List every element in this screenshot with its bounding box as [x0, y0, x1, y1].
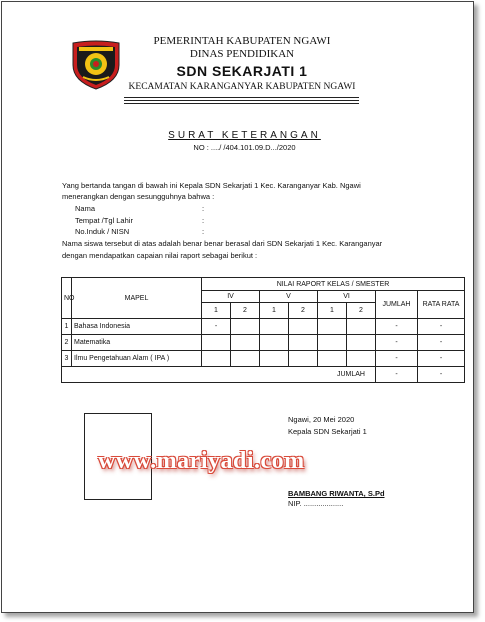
row-score — [202, 351, 231, 367]
sign-name: BAMBANG RIWANTA, S.Pd — [288, 489, 385, 498]
document-number: NO : ..../ /404.101.09.D.../2020 — [193, 143, 296, 152]
header-mapel: MAPEL — [72, 278, 202, 319]
row-no: 3 — [62, 351, 72, 367]
row-mapel: Matematika — [72, 335, 202, 351]
total-jumlah: - — [376, 367, 418, 383]
row-rata: - — [418, 319, 465, 335]
header-class-iv: IV — [202, 291, 260, 303]
row-rata: - — [418, 335, 465, 351]
header-semester: 2 — [347, 303, 376, 319]
total-rata: - — [418, 367, 465, 383]
row-score — [289, 351, 318, 367]
row-score: - — [202, 319, 231, 335]
header-semester: 1 — [202, 303, 231, 319]
row-score — [289, 319, 318, 335]
row-score — [347, 319, 376, 335]
row-score — [318, 335, 347, 351]
row-score — [347, 335, 376, 351]
row-rata: - — [418, 351, 465, 367]
divider — [124, 97, 359, 98]
kop-line-1: PEMERINTAH KABUPATEN NGAWI — [153, 35, 331, 47]
ngawi-emblem-icon — [69, 37, 123, 91]
row-score — [318, 351, 347, 367]
total-row — [62, 367, 465, 383]
header-class-v: V — [260, 291, 318, 303]
field-colon: : — [202, 227, 205, 236]
header-semester: 1 — [260, 303, 289, 319]
header-group: NILAI RAPORT KELAS / SMESTER — [202, 278, 465, 291]
document-page — [1, 1, 474, 613]
school-address: KECAMATAN KARANGANYAR KABUPATEN NGAWI — [128, 82, 356, 92]
total-label: JUMLAH — [62, 367, 376, 383]
paragraph-line-1: Nama siswa tersebut di atas adalah benar benar berasal dari SDN Sekarjati 1 Kec. Karanganyar — [62, 239, 383, 248]
school-name: SDN SEKARJATI 1 — [176, 63, 308, 79]
row-score — [318, 319, 347, 335]
row-score — [260, 351, 289, 367]
header-semester: 2 — [289, 303, 318, 319]
divider — [124, 100, 359, 101]
row-score — [231, 351, 260, 367]
header-no: NO — [62, 278, 72, 319]
row-score — [231, 319, 260, 335]
row-no: 2 — [62, 335, 72, 351]
row-no: 1 — [62, 319, 72, 335]
header-class-vi: VI — [318, 291, 376, 303]
row-jumlah: - — [376, 319, 418, 335]
row-jumlah: - — [376, 351, 418, 367]
row-score — [231, 335, 260, 351]
header-semester: 2 — [231, 303, 260, 319]
row-jumlah: - — [376, 335, 418, 351]
table-row — [62, 351, 465, 367]
row-score — [260, 319, 289, 335]
table-row — [62, 335, 465, 351]
grades-table — [61, 277, 465, 383]
table-row — [62, 319, 465, 335]
field-label-ttl: Tempat /Tgl Lahir — [75, 216, 133, 225]
row-mapel: Ilmu Pengetahuan Alam ( IPA ) — [72, 351, 202, 367]
header-jumlah: JUMLAH — [376, 291, 418, 319]
sign-nip: NIP. ................... — [288, 499, 344, 508]
sign-position: Kepala SDN Sekarjati 1 — [288, 427, 367, 436]
field-colon: : — [202, 204, 205, 213]
field-colon: : — [202, 216, 205, 225]
paragraph-line-2: dengan mendapatkan capaian nilai raport sebagai berikut : — [62, 251, 258, 260]
row-score — [347, 351, 376, 367]
header-semester: 1 — [318, 303, 347, 319]
row-score — [202, 335, 231, 351]
header-rata: RATA RATA — [418, 291, 465, 319]
kop-line-2: DINAS PENDIDIKAN — [189, 48, 295, 60]
divider — [124, 103, 359, 104]
row-mapel: Bahasa Indonesia — [72, 319, 202, 335]
watermark-text: www.mariyadi.com — [98, 448, 305, 474]
field-label-nama: Nama — [75, 204, 96, 213]
sign-place-date: Ngawi, 20 Mei 2020 — [288, 415, 355, 424]
field-label-nisn: No.Induk / NISN — [75, 227, 130, 236]
intro-line-1: Yang bertanda tangan di bawah ini Kepala SDN Sekarjati 1 Kec. Karanganyar Kab. Ngawi — [62, 181, 361, 190]
intro-line-2: menerangkan dengan sesungguhnya bahwa : — [62, 192, 215, 201]
row-score — [289, 335, 318, 351]
row-score — [260, 335, 289, 351]
document-title: SURAT KETERANGAN — [168, 130, 321, 141]
